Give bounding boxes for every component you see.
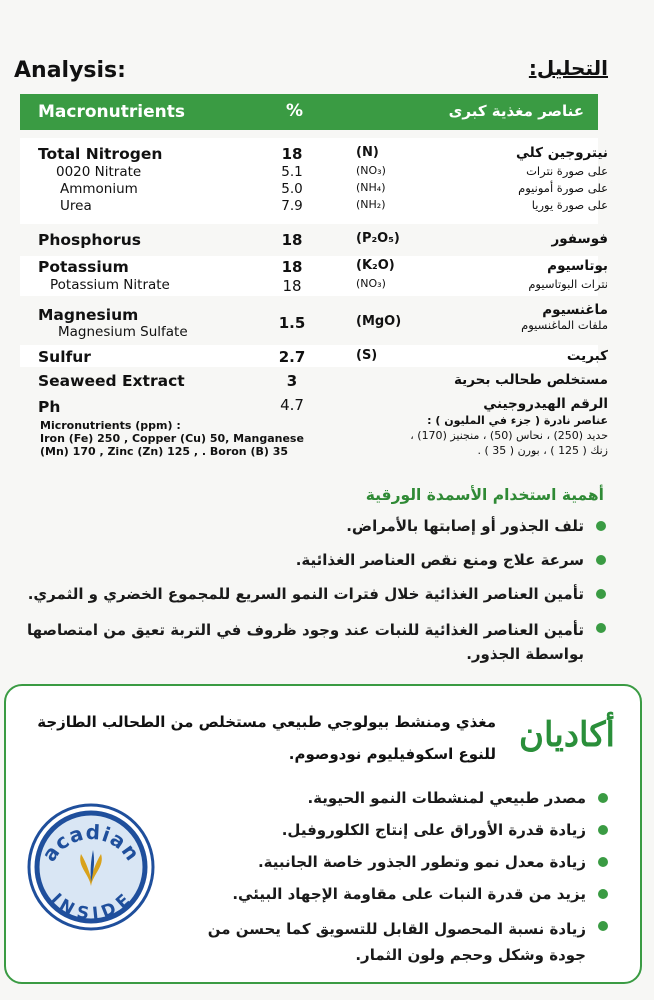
list-item-text: تأمين العناصر الغذائية خلال فترات النمو السريع للمجموع الخضري و الثمري. [27,585,584,603]
table-row [0,231,654,251]
bullet-icon [598,793,608,803]
table-row [0,396,654,416]
list-item [24,584,606,604]
table-row [0,372,654,392]
nutrient-name-arabic: فوسفور [551,231,608,247]
acadian-brand-arabic: أكاديان [519,715,615,755]
importance-list [24,516,606,666]
list-item [200,852,608,872]
nutrient-name: Phosphorus [38,231,141,249]
nutrient-name: Magnesium Sulfate [58,324,188,340]
macronutrients-header [20,94,598,130]
list-item [200,884,608,904]
nutrient-name-arabic: نترات البوتاسيوم [528,277,608,291]
list-item [200,916,608,968]
table-row [0,277,654,297]
table-row [0,348,654,368]
list-item-text: سرعة علاج ومنع نقص العناصر الغذائية. [295,551,584,569]
micronutrients-line-arabic: حديد (250) ، نحاس (50) ، منجنيز (170) ، [410,429,608,442]
nutrient-name-arabic: بوتاسيوم [547,258,608,274]
nutrient-name: Potassium Nitrate [50,277,170,293]
bullet-icon [596,589,606,599]
badge-bottom-text: INSIDE [46,889,136,925]
nutrient-value: 18 [282,277,302,295]
list-item [200,820,608,840]
nutrient-name: Seaweed Extract [38,372,185,390]
nutrient-formula: (N) [356,145,379,160]
percent-label: % [286,101,304,121]
badge-top-text: acadian [36,819,146,866]
nutrient-value: 5.0 [281,181,303,197]
list-item-text: تلف الجذور أو إصابتها بالأمراض. [346,517,584,535]
nutrient-name-arabic: الرقم الهيدروجيني [483,396,608,412]
nutrient-formula: (S) [356,348,378,363]
nutrient-value: 5.1 [281,164,303,180]
nutrient-name: Ammonium [60,181,138,197]
acadian-benefits-list [200,788,608,968]
list-item-text: يزيد من قدرة النبات على مقاومة الإجهاد البيئي. [232,885,586,903]
micronutrients-heading: Micronutrients (ppm) : [40,419,181,432]
list-item-text: زيادة نسبة المحصول القابل للتسويق كما يحسن من جودة وشكل وحجم ولون الثمار. [207,920,586,964]
nutrient-formula: (NO₃) [356,277,386,290]
nutrient-name: Ph [38,398,61,416]
nutrient-value: 18 [281,145,303,163]
nutrient-value: 1.5 [278,314,306,332]
table-row [0,198,654,218]
macronutrients-label: Macronutrients [38,102,185,122]
bullet-icon [598,889,608,899]
list-item [200,788,608,808]
nutrient-value: 7.9 [281,198,303,214]
list-item-text: زيادة قدرة الأوراق على إنتاج الكلوروفيل. [281,821,586,839]
acadian-inside-badge [26,802,156,932]
nutrient-name-arabic: ماغنسيوم [542,302,608,318]
table-row [0,258,654,278]
nutrient-name: Potassium [38,258,129,276]
nutrient-formula: (NH₄) [356,181,386,194]
bullet-icon [596,555,606,565]
nutrient-formula: (NO₃) [356,164,386,177]
micronutrients-line: Iron (Fe) 250 , Copper (Cu) 50, Manganese [40,432,304,445]
list-item [24,550,606,570]
nutrient-name-arabic: نيتروجين كلي [516,145,608,161]
nutrient-value: 18 [281,231,303,249]
nutrient-name-arabic: على صورة أمونيوم [518,181,608,195]
analysis-title-arabic: التحليل: [528,56,608,80]
micronutrients-heading-arabic: عناصر نادرة ( جزء في المليون ) : [427,414,608,427]
nutrient-name: Sulfur [38,348,91,366]
nutrient-name-arabic: كبريت [566,348,608,364]
nutrient-value: 3 [286,372,298,390]
nutrient-name: Urea [60,198,92,214]
list-item-text: زيادة معدل نمو وتطور الجذور خاصة الجانبية. [257,853,586,871]
bullet-icon [598,857,608,867]
nutrient-name-arabic: على صورة نترات [526,164,608,178]
nutrient-formula: (MgO) [356,314,402,329]
acadian-intro: مغذي ومنشط بيولوجي طبيعي مستخلص من الطحالب الطازجة للنوع اسكوفيليوم نودوصوم. [37,713,496,763]
list-item-text: مصدر طبيعي لمنشطات النمو الحيوية. [307,789,586,807]
nutrient-name-arabic: ملفات الماغنسيوم [521,318,608,332]
nutrient-formula: (K₂O) [356,258,395,273]
micronutrients-line-arabic: زنك ( 125 ) ، بورن ( 35 ) . [477,444,608,457]
importance-heading: أهمية استخدام الأسمدة الورقية [365,486,604,504]
nutrient-name: 0020 Nitrate [56,164,142,180]
nutrient-value: 4.7 [280,396,304,414]
nutrient-value: 18 [281,258,303,276]
nutrient-name: Total Nitrogen [38,145,163,163]
bullet-icon [596,623,606,633]
list-item [24,516,606,536]
table-row [0,314,654,344]
micronutrients-line: (Mn) 170 , Zinc (Zn) 125 , . Boron (B) 35 [40,445,289,458]
analysis-title: Analysis: [14,58,126,83]
nutrient-value: 2.7 [278,348,306,366]
nutrient-name-arabic: على صورة يوريا [531,198,608,212]
nutrient-formula: (NH₂) [356,198,386,211]
list-item [24,618,606,666]
list-item-text: تأمين العناصر الغذائية للنبات عند وجود ظروف في التربة تعيق من امتصاصها بواسطة الجذور. [27,621,584,663]
bullet-icon [598,921,608,931]
nutrient-name-arabic: مستخلص طحالب بحرية [454,372,608,388]
nutrient-name: Magnesium [38,306,139,324]
nutrient-formula: (P₂O₅) [356,231,400,246]
macronutrients-label-arabic: عناصر مغذية كبرى [448,102,584,120]
table-row [0,145,654,165]
bullet-icon [596,521,606,531]
bullet-icon [598,825,608,835]
